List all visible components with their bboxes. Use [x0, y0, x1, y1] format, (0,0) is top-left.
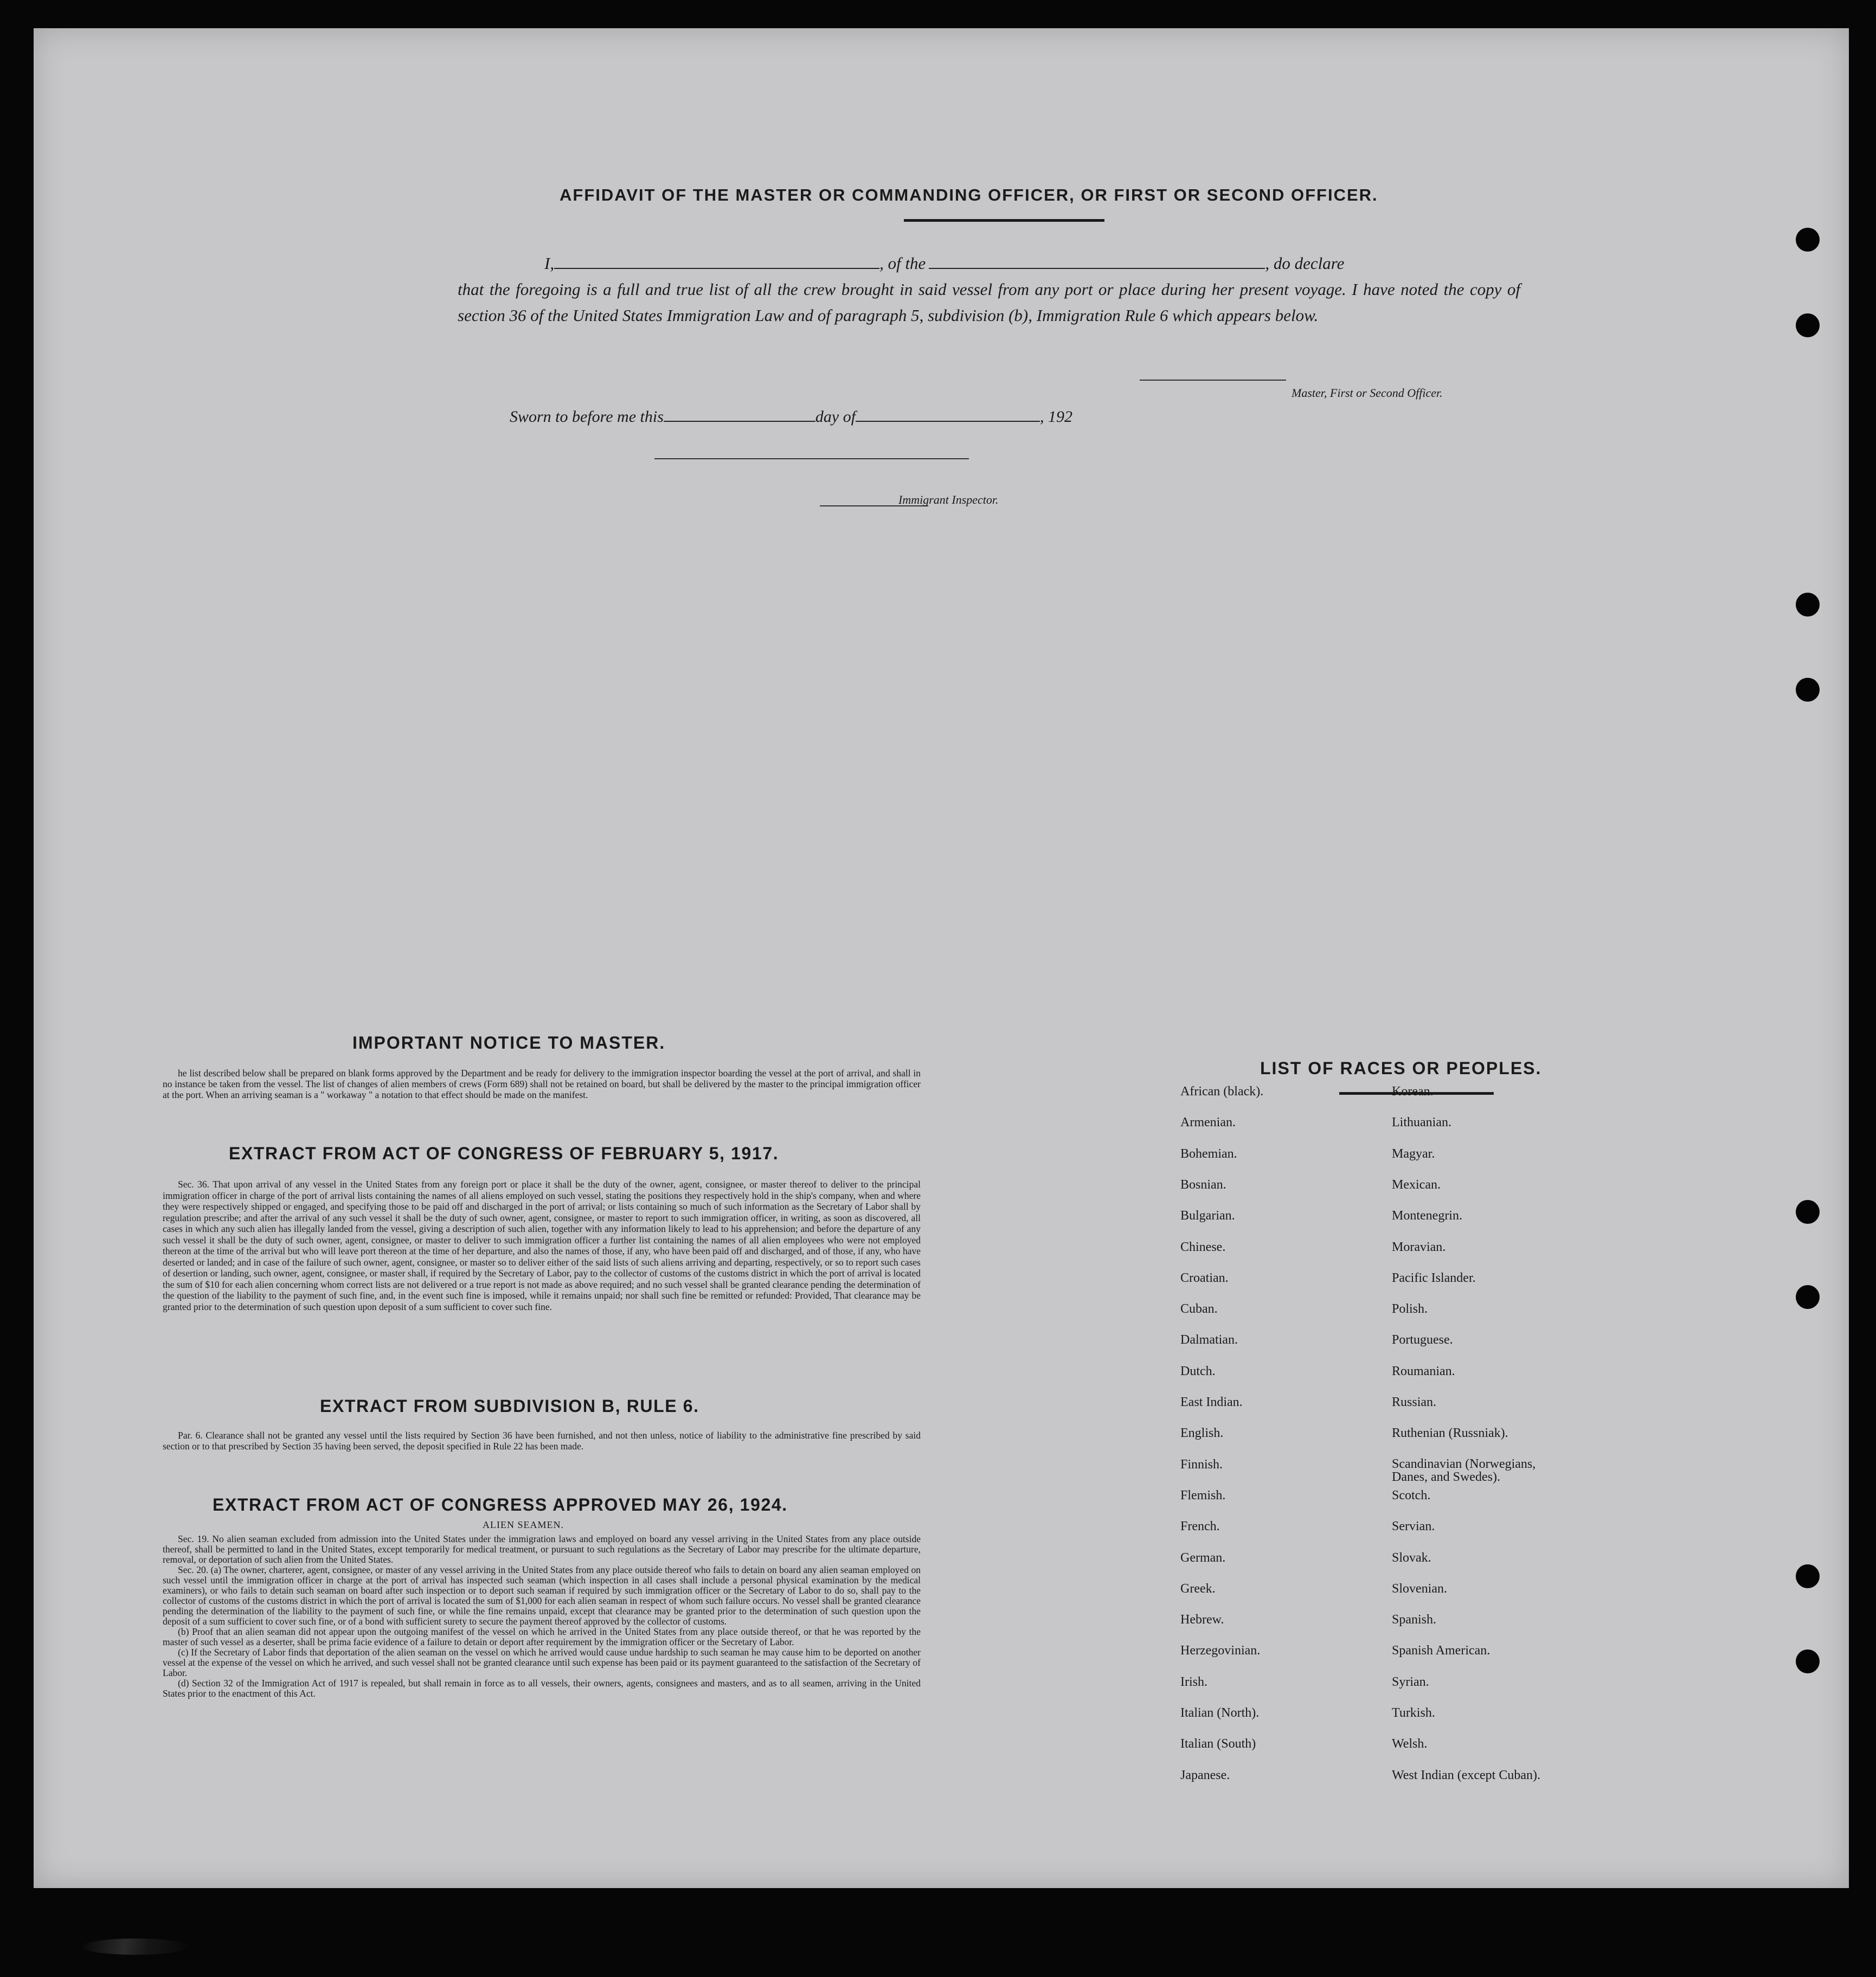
race-item: African (black).: [1180, 1084, 1264, 1099]
race-item: Portuguese.: [1392, 1333, 1453, 1347]
race-item: Bohemian.: [1180, 1146, 1237, 1161]
race-item: Armenian.: [1180, 1115, 1236, 1130]
race-item: Moravian.: [1392, 1240, 1446, 1254]
sworn-line: [510, 408, 1072, 426]
binder-hole: [1796, 678, 1820, 702]
race-item: Bulgarian.: [1180, 1209, 1235, 1223]
race-item: Welsh.: [1392, 1737, 1428, 1751]
race-item: East Indian.: [1180, 1395, 1243, 1409]
extract-1917-title: EXTRACT FROM ACT OF CONGRESS OF FEBRUARY 5, 1917.: [229, 1144, 779, 1163]
race-item: Slovenian.: [1392, 1581, 1447, 1596]
race-item: Syrian.: [1392, 1674, 1429, 1689]
document-page: [34, 28, 1849, 1888]
race-item: Roumanian.: [1392, 1364, 1455, 1378]
sec20b-text: (b) Proof that an alien seaman did not appear upon the outgoing manifest of the vessel on which he arrived in the United States from any place outside thereof, or that he was reported by the master of such vessel as a deserter, shall be prima facie evidence of a failure to detain or deport after requirement by the immigration officer or the Secretary of Labor.: [163, 1626, 921, 1647]
race-item: Russian.: [1392, 1395, 1437, 1409]
affidavit-statement: that the foregoing is a full and true list of all the crew brought in said vessel from any port or place during her present voyage. I have noted the copy of section 36 of the United States Immigration Law and of paragraph 5, subdivision (b), Immigration Rule 6 which appears below.: [458, 280, 1520, 325]
race-item: Cuban.: [1180, 1302, 1218, 1317]
binder-hole: [1796, 1564, 1820, 1588]
extract-1924-text: [163, 1534, 921, 1699]
race-item: Irish.: [1180, 1674, 1207, 1689]
race-item: Scandinavian (Norwegians, Danes, and Swedes).: [1392, 1456, 1536, 1484]
race-item: English.: [1180, 1426, 1224, 1441]
race-item: Ruthenian (Russniak).: [1392, 1426, 1508, 1441]
binder-hole: [1796, 593, 1820, 617]
vessel-blank: [929, 267, 1265, 269]
title-underline: [904, 219, 1104, 222]
race-item: Servian.: [1392, 1519, 1435, 1534]
notice-text: he list described below shall be prepared on blank forms approved by the Department and be ready for delivery to the immigration inspector boarding the vessel at the port of arrival, and shall in no instance be taken from the vessel. The list of changes of alien members of crews (Form 689) shall not be retained on board, but shall be delivered by the master to the principal immigration officer at the port. When an arriving seaman is a " workaway " a notation to that effect should be made on the manifest.: [163, 1068, 921, 1100]
signature-caption: Master, First or Second Officer.: [1292, 386, 1443, 400]
binder-hole: [1796, 313, 1820, 337]
race-item: French.: [1180, 1519, 1220, 1534]
affidavit-title: AFFIDAVIT OF THE MASTER OR COMMANDING OFFICER, OR FIRST OR SECOND OFFICER.: [560, 185, 1378, 204]
race-item: Italian (South): [1180, 1737, 1256, 1751]
affidavit-body: [458, 251, 1520, 329]
race-item: Finnish.: [1180, 1457, 1223, 1472]
scan-smudge: [81, 1939, 190, 1955]
race-item: Croatian.: [1180, 1270, 1229, 1285]
sec20c-text: (c) If the Secretary of Labor finds that deportation of the alien seaman on the vessel on which he arrived would cause undue hardship to such seaman he may cause him to be deported on another vessel at the expense of the vessel on which he arrived, and such vessel shall not be granted clearance until such expense has been paid or its payment guaranteed to the satisfaction of the Secretary of Labor.: [163, 1647, 921, 1678]
binder-hole: [1796, 1285, 1820, 1309]
race-item: Dutch.: [1180, 1364, 1216, 1378]
race-item: German.: [1180, 1550, 1226, 1565]
notice-title: IMPORTANT NOTICE TO MASTER.: [352, 1033, 666, 1052]
affidavit-of-the: , of the: [879, 254, 926, 273]
race-item: Japanese.: [1180, 1768, 1230, 1782]
race-item: Italian (North).: [1180, 1706, 1260, 1720]
sec20a-text: Sec. 20. (a) The owner, charterer, agent, consignee, or master of any vessel arriving in the United States from any place outside thereof who fails to detain on board any alien seaman employed on such vessel until the immigration officer in charge at the port of arrival has inspected such seaman (which inspection in all cases shall include a personal physical examination by the medical examiners), or who fails to detain such seaman on board after such inspection or to deport such seaman if required by such immigration officer or the Secretary of Labor to do so, shall pay to the collector of customs of the customs district in which the port of arrival is located the sum of $1,000 for each alien seaman in respect of whom such failure occurs. No vessel shall be granted clearance pending the determination of the liability to the payment of such fine, or while the fine remains unpaid, except that clearance may be granted prior to the determination of such question upon the deposit of a sum sufficient to cover such fine, or of a bond with sufficient surety to secure the payment thereof approved by the collector of customs.: [163, 1564, 921, 1627]
race-item: Greek.: [1180, 1581, 1216, 1596]
race-item: Turkish.: [1392, 1706, 1435, 1720]
race-item: Bosnian.: [1180, 1177, 1226, 1192]
race-item: Montenegrin.: [1392, 1209, 1462, 1223]
sec20d-text: (d) Section 32 of the Immigration Act of 1917 is repealed, but shall remain in force as to all vessels, their owners, agents, consignees and masters, and as to all seamen, arriving in the United States prior to the enactment of this Act.: [163, 1678, 921, 1699]
extract-rule6-title: EXTRACT FROM SUBDIVISION B, RULE 6.: [320, 1396, 699, 1416]
sworn-year: , 192: [1040, 408, 1073, 426]
race-item: Polish.: [1392, 1302, 1428, 1317]
extract-1917-text: Sec. 36. That upon arrival of any vessel in the United States from any foreign port or place it shall be the duty of the owner, agent, consignee, or master thereof to deliver to the principal immigration officer in charge of the port of arrival lists containing the names of all aliens employed on such vessel, stating the positions they respectively hold in the ship's company, when and where they were respectively shipped or engaged, and specifying those to be paid off and discharged in the port of arrival; or lists containing so much of such information as the Secretary of Labor shall by regulation prescribe; and after the arrival of any such vessel it shall be the duty of such owner, agent, consignee, or master to report to such immigration officer, in writing, as soon as discovered, all cases in which any such alien has illegally landed from the vessel, giving a description of such alien, together with any information likely to lead to his apprehension; and before the departure of any such vessel it shall be the duty of such owner, agent, consignee, or master to deliver to such immigration officer a further list containing the names of all alien employees who were not employed thereon at the time of the arrival but who will leave port thereon at the time of her departure, and also the names of those, if any, who have been paid off and discharged, and of those, if any, who have deserted or landed; and in case of the failure of such owner, agent, consignee, or master so to deliver either of the said lists of such aliens arriving and departing, respectively, or so to report such cases of desertion or landing, such owner, agent, consignee, or master shall, if required by the Secretary of Labor, pay to the collector of customs of the customs district in which the port of arrival is located the sum of $10 for each alien concerning whom correct lists are not delivered or a true report is not made as above required; and no such vessel shall be granted clearance pending the determination of the question of the liability to the payment of such fine, and, in the event such fine is imposed, while it remains unpaid; nor shall such fine be remitted or refunded: Provided, That clearance may be granted prior to the determination of such question upon deposit of a sum sufficient to cover such fine.: [163, 1179, 921, 1312]
inspector-signature-line: [654, 458, 969, 459]
race-item: Herzegovinian.: [1180, 1644, 1261, 1658]
race-item: Hebrew.: [1180, 1613, 1224, 1627]
race-item: Spanish American.: [1392, 1644, 1490, 1658]
signature-line: [1140, 380, 1286, 381]
race-item: Mexican.: [1392, 1177, 1441, 1192]
race-item: Slovak.: [1392, 1550, 1431, 1565]
race-item: Chinese.: [1180, 1240, 1226, 1254]
sworn-prefix: Sworn to before me this: [510, 408, 664, 426]
race-item: Flemish.: [1180, 1488, 1226, 1503]
race-item: Magyar.: [1392, 1146, 1435, 1161]
name-blank: [554, 267, 879, 269]
affidavit-do-declare: , do declare: [1265, 254, 1345, 273]
race-item: Spanish.: [1392, 1613, 1437, 1627]
race-item: Lithuanian.: [1392, 1115, 1451, 1130]
affidavit-i: I,: [544, 254, 555, 273]
race-item: Scotch.: [1392, 1488, 1431, 1503]
sec19-text: Sec. 19. No alien seaman excluded from admission into the United States under the immigration laws and employed on board any vessel arriving in the United States from any place outside thereof, shall be permitted to land in the United States, except temporarily for medical treatment, or pursuant to such regulations as the Secretary of Labor may prescribe for the ultimate departure, removal, or deportation of such alien from the United States.: [163, 1533, 921, 1565]
extract-rule6-text: Par. 6. Clearance shall not be granted any vessel until the lists required by Section 36 have been furnished, and not then unless, notice of liability to the administrative fine prescribed by said section or to that prescribed by Section 35 having been served, the deposit specified in Rule 22 has been made.: [163, 1430, 921, 1452]
extract-1924-title: EXTRACT FROM ACT OF CONGRESS APPROVED MAY 26, 1924.: [213, 1495, 788, 1514]
race-item: Dalmatian.: [1180, 1333, 1238, 1347]
race-item: Pacific Islander.: [1392, 1270, 1476, 1285]
alien-seamen-subtitle: ALIEN SEAMEN.: [483, 1519, 564, 1530]
sworn-day-blank: [664, 420, 815, 422]
binder-hole: [1796, 1200, 1820, 1224]
binder-hole: [1796, 228, 1820, 252]
binder-hole: [1796, 1649, 1820, 1673]
sworn-month-blank: [856, 420, 1040, 422]
race-item: Korean.: [1392, 1084, 1434, 1099]
inspector-caption: Immigrant Inspector.: [898, 493, 999, 506]
races-title: LIST OF RACES OR PEOPLES.: [1260, 1058, 1542, 1078]
race-item: West Indian (except Cuban).: [1392, 1768, 1540, 1782]
sworn-day-of: day of: [815, 408, 856, 426]
